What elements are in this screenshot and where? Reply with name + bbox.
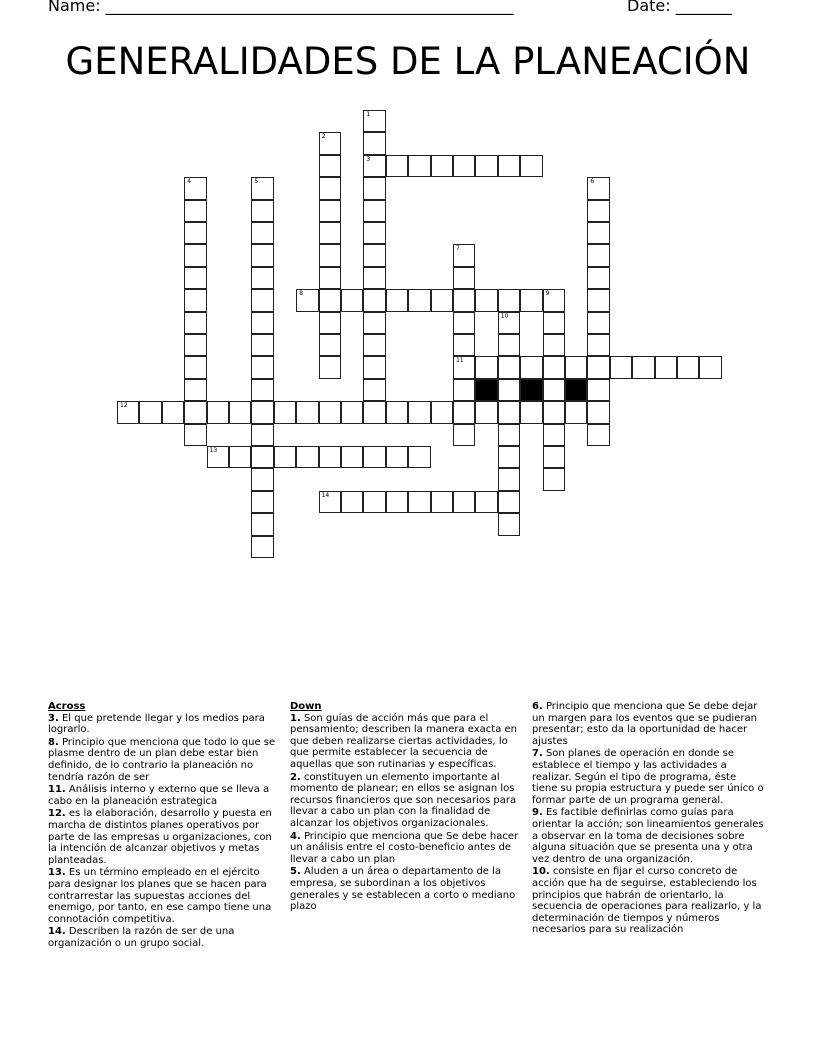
clue-item-text: Principio que menciona que todo lo que se plasme dentro de un plan debe estar bien definido, de lo contrario la planeación no tendría razón de ser: [48, 736, 276, 783]
clue-item-text: Principio que menciona que Se debe dejar un margen para los eventos que se pudieran presentar; esto da la oportunidad de hacer ajustes: [532, 701, 758, 747]
grid-cell[interactable]: [453, 424, 475, 446]
clue-item: [290, 772, 522, 830]
grid-cell[interactable]: [408, 289, 430, 311]
grid-cell[interactable]: [453, 334, 475, 356]
grid-cell[interactable]: [386, 401, 408, 423]
clue-number: 7: [456, 245, 460, 253]
grid-cell[interactable]: [520, 401, 542, 423]
grid-cell[interactable]: [319, 155, 341, 177]
grid-cell[interactable]: [475, 356, 497, 378]
date-field-label: Date: _______: [627, 0, 732, 15]
grid-cell[interactable]: [520, 155, 542, 177]
grid-cell[interactable]: [207, 446, 229, 468]
clues-down-column-1: [290, 701, 522, 914]
clue-item-text: Son guías de acción más que para el pensamiento; describen la manera exacta en que deben realizarse ciertas actividades, lo que permite establecer la secuencia de aquellas que son rutinarias y específicas.: [290, 712, 517, 770]
grid-cell[interactable]: [319, 312, 341, 334]
clue-item-text: Es un término empleado en el ejército para designar los planes que se hacen para contrarrestar las supuestas acciones del enemigo, por tanto, en ese campo tiene una connotación competitiva.: [48, 867, 272, 925]
grid-cell[interactable]: [543, 379, 565, 401]
grid-cell[interactable]: [386, 446, 408, 468]
clue-item-number: 6.: [532, 701, 543, 712]
grid-cell[interactable]: [386, 289, 408, 311]
grid-cell[interactable]: [498, 289, 520, 311]
grid-cell[interactable]: [632, 356, 654, 378]
grid-cell[interactable]: [363, 244, 385, 266]
grid-cell[interactable]: [587, 222, 609, 244]
grid-cell[interactable]: [184, 401, 206, 423]
grid-cell[interactable]: [587, 424, 609, 446]
grid-cell[interactable]: [184, 289, 206, 311]
grid-cell[interactable]: [251, 267, 273, 289]
grid-cell[interactable]: [431, 491, 453, 513]
grid-cell[interactable]: [587, 334, 609, 356]
clue-item: [532, 701, 764, 747]
grid-cell[interactable]: [363, 200, 385, 222]
grid-cell[interactable]: [677, 356, 699, 378]
clue-item-text: consiste en fijar el curso concreto de acción que ha de seguirse, estableciendo los principios que habrán de orientarlo, la secuencia de operaciones para realizarlo, y la determinación de tiempos y números necesarios para su realización: [532, 866, 762, 936]
grid-cell[interactable]: [184, 267, 206, 289]
grid-cell[interactable]: [162, 401, 184, 423]
grid-cell[interactable]: [587, 200, 609, 222]
grid-cell[interactable]: [498, 312, 520, 334]
grid-cell[interactable]: [699, 356, 721, 378]
down-clue-list: [290, 713, 522, 913]
grid-cell[interactable]: [498, 379, 520, 401]
grid-cell[interactable]: [251, 491, 273, 513]
clue-number: 1: [366, 111, 371, 118]
clue-number: 8: [299, 290, 304, 298]
grid-cell[interactable]: [587, 379, 609, 401]
grid-cell[interactable]: [363, 155, 385, 177]
grid-cell[interactable]: [319, 289, 341, 311]
grid-cell[interactable]: [498, 356, 520, 378]
grid-cell[interactable]: [184, 177, 206, 199]
grid-cell[interactable]: [498, 491, 520, 513]
grid-cell[interactable]: [207, 401, 229, 423]
clue-item: [290, 866, 522, 912]
clue-item-text: Aluden a un área o departamento de la empresa, se subordinan a los objetivos generales y se establecen a corto o mediano plazo: [290, 866, 516, 913]
grid-cell[interactable]: [543, 312, 565, 334]
grid-cell[interactable]: [386, 155, 408, 177]
grid-cell[interactable]: [565, 356, 587, 378]
grid-cell[interactable]: [229, 401, 251, 423]
grid-cell[interactable]: [498, 468, 520, 490]
clue-item-number: 13.: [48, 867, 66, 879]
grid-cell[interactable]: [319, 244, 341, 266]
grid-cell[interactable]: [543, 289, 565, 311]
grid-cell[interactable]: [251, 536, 273, 558]
grid-cell[interactable]: [498, 446, 520, 468]
clue-item-number: 8.: [48, 736, 59, 748]
grid-cell[interactable]: [319, 446, 341, 468]
clue-item: [532, 807, 764, 865]
grid-cell[interactable]: [363, 222, 385, 244]
grid-cell[interactable]: [319, 222, 341, 244]
grid-cell[interactable]: [431, 289, 453, 311]
grid-cell[interactable]: [319, 267, 341, 289]
grid-cell[interactable]: [251, 513, 273, 535]
grid-cell[interactable]: [655, 356, 677, 378]
grid-cell[interactable]: [229, 446, 251, 468]
clue-number: 6: [590, 178, 595, 186]
grid-cell[interactable]: [520, 356, 542, 378]
grid-cell[interactable]: [587, 356, 609, 378]
clue-item-number: 3.: [48, 712, 59, 724]
grid-cell[interactable]: [453, 312, 475, 334]
grid-cell[interactable]: [408, 491, 430, 513]
grid-cell[interactable]: [431, 155, 453, 177]
grid-cell[interactable]: [498, 401, 520, 423]
grid-cell[interactable]: [498, 334, 520, 356]
clue-item-number: 9.: [532, 807, 543, 819]
clue-item: [48, 784, 280, 807]
grid-cell[interactable]: [543, 356, 565, 378]
grid-cell[interactable]: [475, 401, 497, 423]
grid-cell[interactable]: [587, 267, 609, 289]
grid-cell[interactable]: [363, 132, 385, 154]
grid-cell[interactable]: [251, 200, 273, 222]
clue-number: 5: [254, 178, 259, 186]
grid-cell[interactable]: [453, 356, 475, 378]
grid-cell[interactable]: [363, 356, 385, 378]
grid-cell[interactable]: [341, 401, 363, 423]
page-title: GENERALIDADES DE LA PLANEACIÓN: [65, 40, 751, 83]
clue-item-number: 12.: [48, 808, 66, 820]
grid-cell[interactable]: [363, 177, 385, 199]
clues-across-column: [48, 701, 280, 950]
clue-item-number: 10.: [532, 866, 550, 878]
grid-cell[interactable]: [587, 312, 609, 334]
clue-item: [48, 713, 280, 736]
clue-number: 11: [456, 357, 464, 365]
grid-cell[interactable]: [184, 312, 206, 334]
grid-cell[interactable]: [251, 177, 273, 199]
grid-cell[interactable]: [543, 468, 565, 490]
grid-cell[interactable]: [363, 267, 385, 289]
name-field-label: Name: ___________________________________________________: [48, 0, 514, 15]
clue-item-text: es la elaboración, desarrollo y puesta en marcha de distintos planes operativos por parte de las empresas u organizaciones, con la intención de alcanzar objetivos y metas planteadas.: [48, 808, 272, 866]
clue-item: [48, 808, 280, 866]
grid-cell[interactable]: [139, 401, 161, 423]
grid-cell[interactable]: [341, 446, 363, 468]
grid-cell[interactable]: [319, 401, 341, 423]
grid-cell[interactable]: [184, 200, 206, 222]
grid-cell[interactable]: [453, 244, 475, 266]
grid-cell[interactable]: [386, 491, 408, 513]
grid-cell[interactable]: [565, 401, 587, 423]
grid-cell[interactable]: [251, 312, 273, 334]
grid-cell[interactable]: [475, 491, 497, 513]
clue-number: 9: [545, 290, 550, 298]
grid-cell[interactable]: [363, 334, 385, 356]
grid-cell[interactable]: [251, 379, 273, 401]
grid-cell[interactable]: [251, 446, 273, 468]
clue-number: 14: [321, 491, 330, 499]
grid-cell[interactable]: [408, 155, 430, 177]
grid-cell[interactable]: [498, 155, 520, 177]
grid-block-cell: [475, 379, 497, 401]
grid-cell[interactable]: [587, 401, 609, 423]
grid-cell[interactable]: [453, 379, 475, 401]
clue-item-number: 11.: [48, 784, 66, 796]
grid-cell[interactable]: [184, 334, 206, 356]
grid-cell[interactable]: [251, 334, 273, 356]
across-clue-list: [48, 713, 280, 950]
clue-item-number: 2.: [290, 771, 301, 783]
grid-cell[interactable]: [520, 289, 542, 311]
grid-cell[interactable]: [251, 468, 273, 490]
clue-number: 2: [321, 133, 326, 141]
clue-item-text: Principio que menciona que Se debe hacer un análisis entre el costo-beneficio antes de llevar a cabo un plan: [290, 830, 519, 865]
down-heading: Down: [290, 701, 322, 712]
grid-cell[interactable]: [543, 446, 565, 468]
grid-cell[interactable]: [319, 334, 341, 356]
grid-block-cell: [520, 379, 542, 401]
clue-item: [48, 737, 280, 783]
grid-cell[interactable]: [296, 289, 318, 311]
grid-cell[interactable]: [274, 401, 296, 423]
clue-item: [532, 866, 764, 936]
grid-cell[interactable]: [319, 356, 341, 378]
grid-cell[interactable]: [319, 491, 341, 513]
clue-item-number: 7.: [532, 748, 543, 760]
grid-cell[interactable]: [184, 379, 206, 401]
grid-cell[interactable]: [251, 289, 273, 311]
grid-cell[interactable]: [453, 289, 475, 311]
grid-cell[interactable]: [453, 155, 475, 177]
grid-cell[interactable]: [117, 401, 139, 423]
grid-cell[interactable]: [296, 446, 318, 468]
grid-cell[interactable]: [184, 244, 206, 266]
grid-cell[interactable]: [296, 401, 318, 423]
across-heading: Across: [48, 701, 86, 712]
grid-cell[interactable]: [587, 289, 609, 311]
grid-cell[interactable]: [431, 401, 453, 423]
grid-cell[interactable]: [251, 222, 273, 244]
grid-cell[interactable]: [587, 244, 609, 266]
clue-item-number: 14.: [48, 926, 66, 938]
grid-cell[interactable]: [341, 289, 363, 311]
grid-cell[interactable]: [319, 200, 341, 222]
clue-number: 13: [209, 447, 218, 454]
clue-item-text: El que pretende llegar y los medios para lograrlo.: [48, 712, 265, 736]
grid-cell[interactable]: [475, 289, 497, 311]
grid-cell[interactable]: [319, 177, 341, 199]
grid-cell[interactable]: [498, 424, 520, 446]
grid-cell[interactable]: [274, 446, 296, 468]
clue-item: [290, 831, 522, 866]
grid-cell[interactable]: [363, 401, 385, 423]
grid-cell[interactable]: [363, 446, 385, 468]
clue-number: 10: [500, 312, 509, 320]
grid-cell[interactable]: [251, 356, 273, 378]
grid-cell[interactable]: [408, 401, 430, 423]
grid-cell[interactable]: [184, 424, 206, 446]
grid-cell[interactable]: [341, 491, 363, 513]
grid-cell[interactable]: [184, 356, 206, 378]
grid-cell[interactable]: [543, 424, 565, 446]
grid-cell[interactable]: [363, 312, 385, 334]
grid-cell[interactable]: [251, 244, 273, 266]
grid-cell[interactable]: [363, 110, 385, 132]
grid-cell[interactable]: [408, 446, 430, 468]
clue-number: 12: [120, 402, 128, 410]
grid-cell[interactable]: [363, 379, 385, 401]
clue-item-text: Análisis interno y externo que se lleva a cabo en la planeación estrategica: [48, 784, 270, 807]
grid-cell[interactable]: [475, 155, 497, 177]
grid-cell[interactable]: [184, 222, 206, 244]
grid-cell[interactable]: [453, 267, 475, 289]
clue-item-text: Describen la razón de ser de una organización o un grupo social.: [48, 926, 235, 949]
grid-cell[interactable]: [453, 491, 475, 513]
clue-item: [48, 867, 280, 925]
clue-item-number: 5.: [290, 866, 301, 878]
grid-cell[interactable]: [251, 401, 273, 423]
grid-cell[interactable]: [543, 334, 565, 356]
grid-cell[interactable]: [363, 491, 385, 513]
clue-item: [532, 748, 764, 806]
grid-cell[interactable]: [587, 177, 609, 199]
clue-item-number: 4.: [290, 830, 301, 842]
grid-block-cell: [565, 379, 587, 401]
grid-cell[interactable]: [498, 513, 520, 535]
grid-cell[interactable]: [543, 401, 565, 423]
grid-cell[interactable]: [251, 424, 273, 446]
grid-cell[interactable]: [363, 289, 385, 311]
clue-item: [48, 926, 280, 949]
grid-cell[interactable]: [319, 132, 341, 154]
clue-item-number: 1.: [290, 712, 301, 724]
grid-cell[interactable]: [453, 401, 475, 423]
clue-number: 4: [187, 178, 192, 186]
clue-item: [290, 713, 522, 771]
grid-cell[interactable]: [610, 356, 632, 378]
clue-item-text: constituyen un elemento importante al momento de planear; en ellos se asignan los recursos financieros que son necesarios para llevar a cabo un plan con la finalidad de alcanzar los objetivos organizacionales.: [290, 771, 517, 829]
clue-item-text: Es factible definirlas como guías para orientar la acción; son lineamientos generales a observar en la toma de decisiones sobre alguna situación que se presenta una y otra vez dentro de una organización.: [532, 807, 764, 865]
clue-number: 3: [366, 155, 371, 163]
clue-item-text: Son planes de operación en donde se establece el tiempo y las actividades a realizar. Según el tipo de programa, éste tiene su propia estructura y puede ser único o formar parte de un programa general.: [532, 748, 764, 806]
down-clue-list-continued: [532, 701, 764, 936]
clues-down-column-2: [532, 701, 764, 937]
